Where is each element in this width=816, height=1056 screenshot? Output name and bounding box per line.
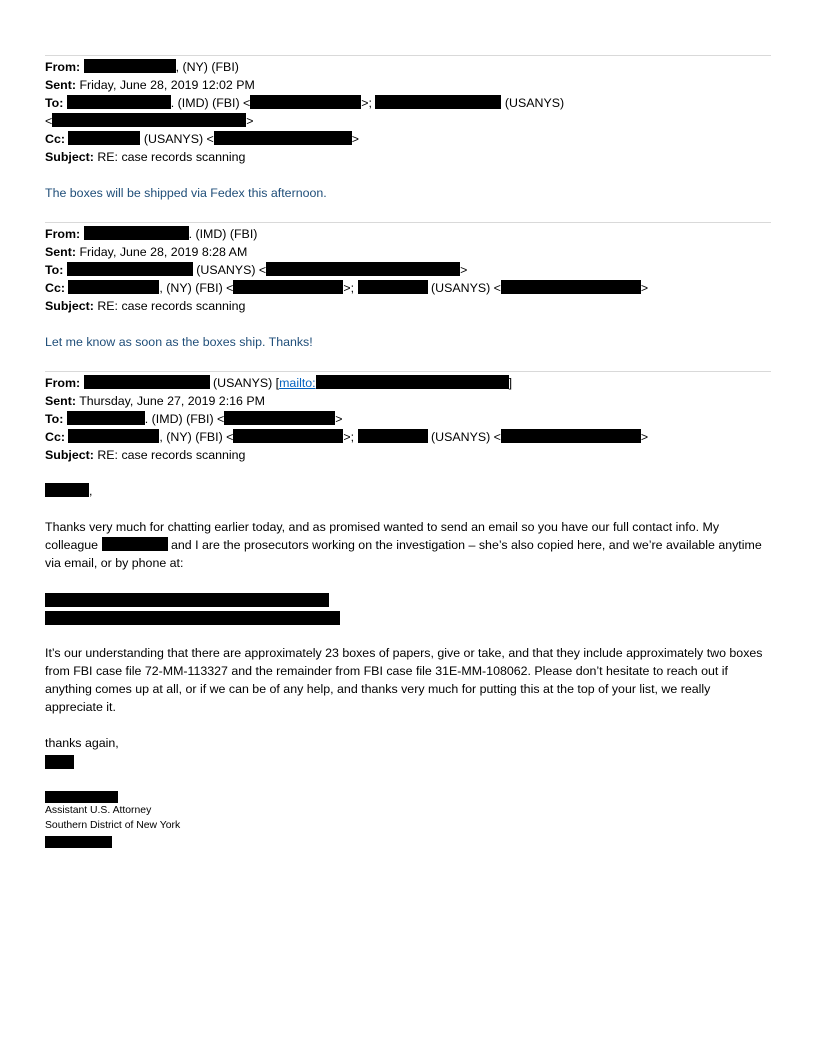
- redaction: [67, 411, 145, 425]
- bracket-close: >: [460, 263, 468, 277]
- to-line: [45, 261, 467, 279]
- from-line: [45, 58, 239, 76]
- redaction: [84, 375, 210, 389]
- cc-affiliation-2: (USANYS) <: [431, 430, 501, 444]
- separator-rule: [45, 222, 771, 223]
- cc-separator: >;: [343, 430, 355, 444]
- bracket-close: ]: [508, 376, 513, 390]
- to-line: [45, 94, 564, 112]
- subject-text: RE: case records scanning: [97, 448, 246, 462]
- redaction: [45, 611, 340, 625]
- subject-line: [45, 446, 245, 464]
- from-label: From:: [45, 227, 81, 241]
- cc-label: Cc:: [45, 430, 65, 444]
- redaction: [68, 280, 159, 294]
- separator-rule: [45, 55, 771, 56]
- bracket-close: >: [335, 412, 343, 426]
- body-text: Thanks very much for chatting earlier today, and as promised wanted to send an email so you have our full contact info. My colleague: [45, 520, 720, 552]
- sent-date: Thursday, June 27, 2019 2:16 PM: [79, 394, 265, 408]
- sent-label: Sent:: [45, 245, 76, 259]
- redaction: [358, 280, 428, 294]
- redaction: [501, 280, 641, 294]
- cc-affiliation-2: (USANYS) <: [431, 281, 501, 295]
- from-label: From:: [45, 60, 81, 74]
- greeting: [45, 482, 92, 500]
- redaction: [84, 226, 189, 240]
- to-line-cont: [45, 112, 254, 130]
- to-line: [45, 410, 343, 428]
- cc-label: Cc:: [45, 281, 65, 295]
- bracket-close: >: [640, 430, 649, 444]
- from-affiliation: . (IMD) (FBI): [188, 227, 258, 241]
- redaction: [233, 280, 343, 294]
- redaction: [316, 375, 509, 389]
- cc-line: [45, 130, 359, 148]
- to-affiliation: . (IMD) (FBI) <: [170, 96, 251, 110]
- to-affiliation-2: (USANYS): [504, 96, 565, 110]
- redaction: [45, 836, 112, 848]
- redaction: [84, 59, 176, 73]
- redaction: [501, 429, 641, 443]
- redaction: [68, 429, 159, 443]
- cc-separator: >;: [343, 281, 355, 295]
- from-line: [45, 225, 257, 243]
- to-label: To:: [45, 96, 64, 110]
- email-body: Let me know as soon as the boxes ship. Thanks!: [45, 335, 313, 349]
- sent-line: [45, 392, 265, 410]
- cc-line: [45, 428, 648, 446]
- redaction: [45, 483, 89, 497]
- mailto-link[interactable]: mailto:: [279, 376, 316, 390]
- cc-affiliation: , (NY) (FBI) <: [159, 430, 234, 444]
- redaction: [250, 95, 361, 109]
- to-separator: >;: [361, 96, 372, 110]
- body-paragraph-1: [45, 518, 771, 572]
- redaction: [214, 131, 352, 145]
- redaction: [45, 593, 329, 607]
- from-affiliation: , (NY) (FBI): [175, 60, 239, 74]
- redaction: [358, 429, 428, 443]
- cc-line: [45, 279, 648, 297]
- sent-line: [45, 243, 247, 261]
- greeting-comma: ,: [89, 484, 93, 498]
- signature-office: Southern District of New York: [45, 820, 181, 831]
- cc-affiliation: , (NY) (FBI) <: [159, 281, 234, 295]
- redaction: [233, 429, 343, 443]
- from-affiliation: (USANYS) [: [213, 376, 280, 390]
- cc-affiliation: (USANYS) <: [143, 132, 214, 146]
- subject-text: RE: case records scanning: [97, 150, 246, 164]
- to-affiliation: . (IMD) (FBI) <: [144, 412, 225, 426]
- to-label: To:: [45, 412, 64, 426]
- body-paragraph-2: It’s our understanding that there are approximately 23 boxes of papers, give or take, and that they include approximately two boxes from FBI case file 72-MM-113327 and the remainder from FBI case file 31E-MM-108062. Please don’t hesitate to reach out if anything comes up at all, or if we can be of any help, and thanks very much for putting this at the top of your list, we really appreciate it.: [45, 646, 763, 714]
- redaction: [68, 131, 140, 145]
- cc-label: Cc:: [45, 132, 65, 146]
- redaction: [266, 262, 460, 276]
- subject-label: Subject:: [45, 448, 94, 462]
- closing: thanks again,: [45, 736, 119, 750]
- redaction: [67, 95, 171, 109]
- redaction: [52, 113, 246, 127]
- redaction: [45, 755, 74, 769]
- body-text: and I are the prosecutors working on the investigation – she’s also copied here, and we’re available anytime via email, or by phone at:: [45, 538, 762, 570]
- from-line: [45, 374, 512, 392]
- from-label: From:: [45, 376, 81, 390]
- sent-date: Friday, June 28, 2019 12:02 PM: [79, 78, 255, 92]
- to-affiliation: (USANYS) <: [196, 263, 267, 277]
- bracket-open: <: [45, 114, 53, 128]
- separator-rule: [45, 371, 771, 372]
- bracket-close: >: [246, 114, 254, 128]
- sent-label: Sent:: [45, 394, 76, 408]
- subject-text: RE: case records scanning: [97, 299, 246, 313]
- signature-title: Assistant U.S. Attorney: [45, 805, 152, 816]
- subject-line: [45, 148, 245, 166]
- sent-date: Friday, June 28, 2019 8:28 AM: [79, 245, 248, 259]
- redaction: [224, 411, 335, 425]
- subject-label: Subject:: [45, 299, 94, 313]
- redaction: [375, 95, 501, 109]
- email-body: The boxes will be shipped via Fedex this afternoon.: [45, 186, 327, 200]
- sent-line: [45, 76, 255, 94]
- sent-label: Sent:: [45, 78, 76, 92]
- to-label: To:: [45, 263, 64, 277]
- subject-label: Subject:: [45, 150, 94, 164]
- bracket-close: >: [351, 132, 360, 146]
- subject-line: [45, 297, 245, 315]
- redaction: [45, 791, 118, 803]
- redaction: [67, 262, 193, 276]
- bracket-close: >: [640, 281, 649, 295]
- redaction: [102, 537, 168, 551]
